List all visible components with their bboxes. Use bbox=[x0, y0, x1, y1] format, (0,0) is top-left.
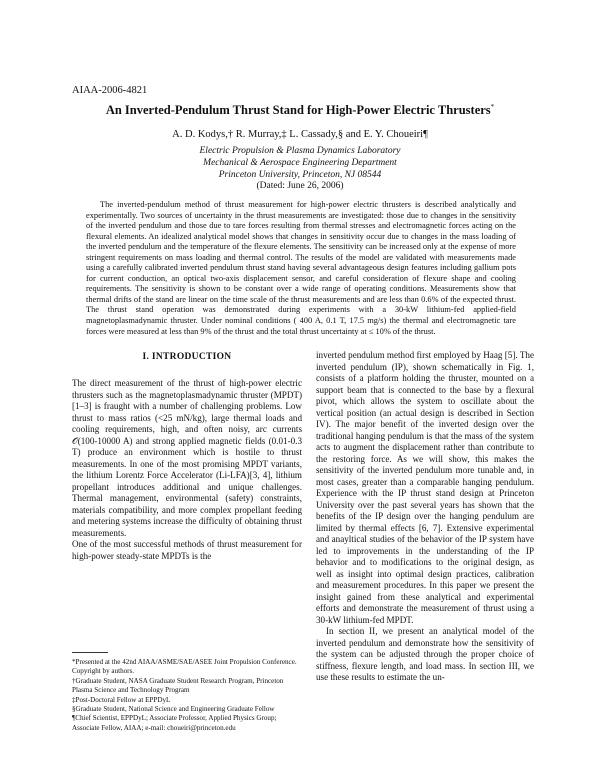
affiliation-lab: Electric Propulsion & Plasma Dynamics Laboratory bbox=[199, 146, 401, 156]
right-column bbox=[316, 350, 534, 684]
footnote-divider bbox=[72, 652, 108, 653]
paper-title bbox=[60, 103, 540, 118]
report-id: AIAA-2006-4821 bbox=[72, 85, 148, 96]
left-column bbox=[72, 378, 302, 562]
paragraph: inverted pendulum method first employed by Haag [5]. The inverted pendulum (IP), shown schematically in Fig. 1, consists of a platform holding the thruster, mounted on a support beam that is connected to the base by a flexural pivot, which allows the system to oscillate about the vertical position (an actual design is described in Section IV). The major benefit of the inverted design over the traditional hanging pendulum is that the mass of the system acts to augment the displacement rather than contribute to the restoring force. As we will show, this makes the sensitivity of the inverted pendulum more tunable and, in most cases, greater than a comparable hanging pendulum. Experience with the IP thrust stand design at Princeton University over the past several years has shown that the benefits of the IP design over the hanging pendulum are limited by thermal effects [6, 7]. Extensive experimental and anayltical studies of the behavior of the IP system have led to improvements in the understanding of the IP behavior and to modifications to the original design, as well as insight into optimal design practices, calibration and measurement procedures. In this paper we present the insight gained from these analytical and experimental efforts and demonstrate the measurement of thrust using a 30-kW lithium-fed MPDT. bbox=[316, 350, 534, 625]
paragraph: The direct measurement of the thrust of high-power electric thrusters such as the magnetoplasmadynamic thruster (MPDT)[1–3] is fraught with a number of challenging problems. Low thrust to mass ratios (<25 mN/kg), large thermal loads and cooling requirements, high, and often noisy, arc currents 𝒪(100-10000 A) and strong applied magnetic fields (0.01-0.3 T) produce an environment which is hostile to thrust measurements. In one of the most promising MPDT variants, the lithium Lorentz Force Accelerator (Li-LFA)[3, 4], lithium propellant introduces additional and unique challenges. Thermal management, environmental (safety) constraints, materials compatibility, and more complex propellant feeding and metering systems increase the difficulty of obtaining thrust measurements. bbox=[72, 378, 302, 538]
footnote: §Graduate Student, National Science and Engineering Graduate Fellow bbox=[72, 705, 275, 714]
paragraph: In section II, we present an analytical model of the inverted pendulum and demonstrate how the sensitivity of the system can be adjusted through the proper choice of stiffness, flexure length, and load mass. In section III, we use these results to estimate the un- bbox=[316, 626, 534, 682]
section-heading: I. INTRODUCTION bbox=[142, 352, 232, 362]
abstract bbox=[86, 200, 516, 337]
footnote: ¶Chief Scientist, EPPDyL; Associate Professor, Applied Physics Group; Associate Fellow, AIAA; e-mail: choueiri@princeton.edu bbox=[72, 714, 277, 732]
paper-title-text: An Inverted-Pendulum Thrust Stand for High-Power Electric Thrusters bbox=[105, 103, 491, 118]
footnotes bbox=[72, 658, 302, 733]
footnote: *Presented at the 42nd AIAA/ASME/SAE/ASEE Joint Propulsion Conference. Copyright by authors. bbox=[72, 658, 297, 676]
paragraph: One of the most successful methods of thrust measurement for high-power steady-state MPDTs is the bbox=[72, 539, 302, 561]
affiliation-university: Princeton University, Princeton, NJ 08544 bbox=[218, 170, 382, 180]
abstract-text: The inverted-pendulum method of thrust measurement for high-power electric thrusters is described analytically and experimentally. Two sources of uncertainty in the thrust measurements are investigated: those due to changes in the sensitivity of the inverted pendulum and those due to tare forces resulting from thermal stresses and electromagnetic forces acting on the flexural elements. An idealized analytical model shows that changes in sensitivity occur due to changes in the mass loading of the inverted pendulum and the temperature of the flexure elements. The sensitivity can be increased only at the expense of more stringent requirements on mass loading and thermal control. The results of the model are validated with measurements made using a carefully calibrated inverted pendulum thrust stand having several advantageous design features including gallium pots for current conduction, an optical two-axis displacement sensor, and careful consideration of flexure shape and cooling requirements. The sensitivity is shown to be constant over a wide range of operating conditions. Measurements show that thermal drifts of the stand are linear on the time scale of the thrust measurements and are less than 0.6% of the expected thrust. The thrust stand operation was demonstrated during experiments with a 30-kW lithium-fed applied-field magnetoplasmadynamic thruster. Under nominal conditions ( 400 A, 0.1 T, 17.5 mg/s) the thermal and electromagnetic tare forces were measured at less than 9% of the thrust and the total thrust uncertainty at ≤ 10% of the thrust. bbox=[86, 200, 516, 336]
title-footnote-mark: * bbox=[490, 103, 495, 111]
footnote: †Graduate Student, NASA Graduate Student Research Program, Princeton Plasma Science and Technology Program bbox=[72, 676, 284, 695]
affiliation-department: Mechanical & Aerospace Engineering Department bbox=[203, 158, 397, 168]
date-line: (Dated: June 26, 2006) bbox=[256, 181, 344, 191]
footnote: ‡Post-Doctoral Fellow at EPPDyL bbox=[72, 695, 171, 704]
author-list: A. D. Kodys,† R. Murray,‡ L. Cassady,§ and E. Y. Choueiri¶ bbox=[172, 129, 428, 140]
